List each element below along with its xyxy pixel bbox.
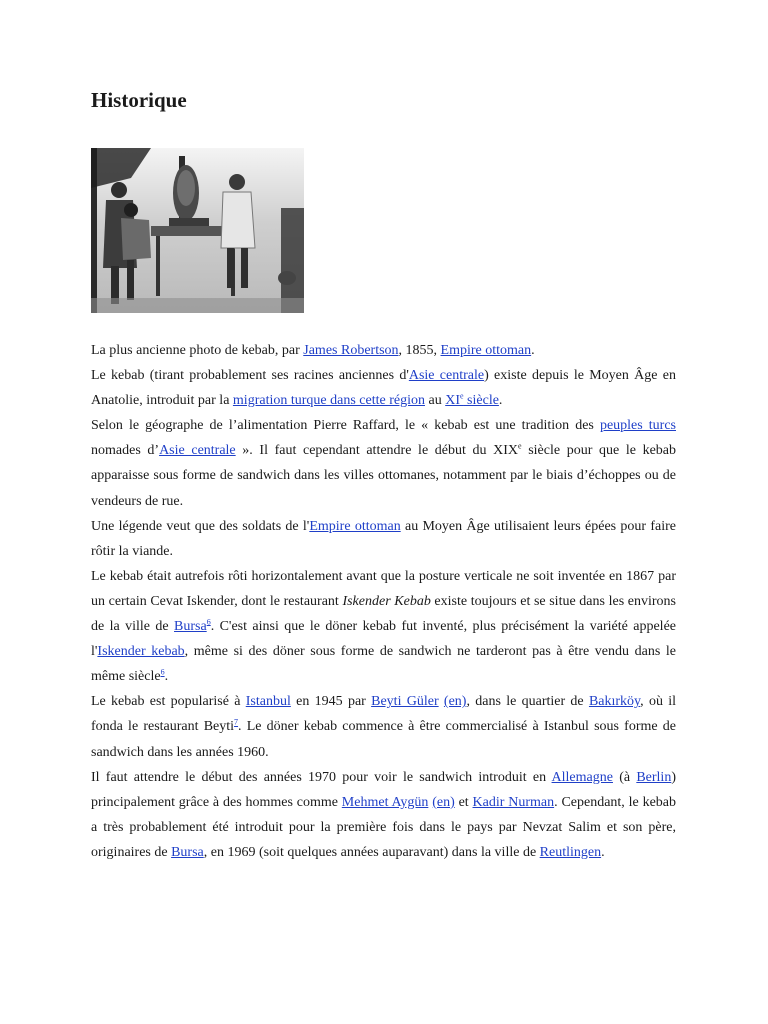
paragraph-text: et: [454, 794, 473, 810]
paragraph-text: . Le döner kebab commence à être commercialisé à Istanbul sous forme de sandwich dans les années 1960.: [91, 719, 676, 760]
paragraph-text: en 1945 par: [290, 694, 372, 710]
link-en[interactable]: (en): [432, 794, 455, 810]
paragraph-3: [91, 514, 676, 564]
link-siecle-word: siècle: [463, 393, 499, 409]
paragraph-text: existe toujours et se situe dans les environs de la ville de: [91, 593, 676, 635]
paragraph-text: , dans le quartier de: [466, 694, 589, 710]
link-bursa[interactable]: Bursa: [174, 619, 207, 635]
link-istanbul[interactable]: Istanbul: [245, 694, 291, 710]
paragraph-text: , où il fonda le restaurant Beyti: [91, 694, 677, 735]
paragraph-text: ) existe depuis le Moyen Âge en Anatolie, introduit par la: [91, 368, 676, 409]
link-kadir-nurman[interactable]: Kadir Nurman: [472, 794, 555, 810]
paragraph-text: Le kebab est popularisé à: [91, 694, 246, 710]
reference-link-6[interactable]: 6: [160, 667, 165, 677]
historic-kebab-photo: [91, 148, 304, 313]
link-mehmet-aygun[interactable]: Mehmet Aygün: [341, 794, 429, 810]
photo-caption: [91, 338, 676, 363]
link-iskender-kebab[interactable]: Iskender kebab: [97, 644, 185, 660]
paragraph-text: , même si des döner sous forme de sandwich ne tarderont pas à être vendu dans le même siècle: [91, 644, 676, 685]
paragraph-2: [91, 413, 676, 513]
paragraph-text: .: [164, 669, 169, 685]
caption-text: , 1855,: [398, 343, 441, 358]
paragraph-text: . Cependant, le kebab a très probablement été introduit pour la première fois dans le pays par Nevzat Salim et son père, originaires de: [91, 794, 677, 860]
paragraph-text: . C'est ainsi que le döner kebab fut inventé, plus précisément la variété appelée l': [91, 619, 676, 660]
paragraph-text: Une légende veut que des soldats de l': [91, 518, 310, 534]
caption-text: La plus ancienne photo de kebab, par: [91, 343, 304, 358]
reference-link-6[interactable]: 6: [206, 617, 211, 627]
paragraph-text: Selon le géographe de l’alimentation Pierre Raffard, le « kebab est une tradition des: [91, 418, 600, 434]
link-empire-ottoman[interactable]: Empire ottoman: [309, 518, 401, 534]
link-siecle-numeral: XI: [445, 393, 460, 409]
link-empire-ottoman[interactable]: Empire ottoman: [440, 343, 532, 358]
superscript-e: e: [518, 441, 522, 451]
paragraph-4: [91, 564, 676, 689]
paragraph-text: au: [424, 393, 446, 409]
paragraph-1: [91, 363, 676, 413]
paragraph-text: (à: [612, 769, 637, 785]
link-migration-turque[interactable]: migration turque dans cette région: [232, 393, 425, 409]
paragraph-6: [91, 765, 676, 865]
link-siecle-sup: e: [459, 391, 464, 401]
paragraph-text: Le kebab était autrefois rôti horizontalement avant que la posture verticale ne soit inventée en 1867 par un certain Cevat Iskender, dont le restaurant: [91, 568, 676, 609]
paragraph-text: Le kebab (tirant probablement ses racines anciennes d': [91, 368, 409, 384]
caption-text: .: [531, 343, 535, 358]
link-asie-centrale[interactable]: Asie centrale: [159, 443, 236, 459]
link-peuples-turcs[interactable]: peuples turcs: [599, 418, 676, 434]
link-beyti-guler[interactable]: Beyti Güler: [371, 694, 439, 710]
link-berlin[interactable]: Berlin: [636, 769, 672, 785]
link-bursa[interactable]: Bursa: [171, 844, 204, 860]
link-james-robertson[interactable]: James Robertson: [303, 343, 399, 358]
paragraph-text: nomades d’: [91, 443, 160, 459]
link-allemagne[interactable]: Allemagne: [551, 769, 613, 785]
paragraph-text: .: [498, 393, 503, 409]
link-xie-siecle[interactable]: [445, 393, 499, 408]
reference-link-7[interactable]: 7: [234, 717, 239, 727]
paragraph-text: Il faut attendre le début des années 1970 pour voir le sandwich introduit en: [91, 769, 552, 785]
paragraph-text: au Moyen Âge utilisaient leurs épées pour faire rôtir la viande.: [91, 518, 676, 559]
link-bakirkoy[interactable]: Bakırköy: [588, 694, 641, 710]
restaurant-name: Iskender Kebab: [342, 593, 431, 609]
link-en[interactable]: (en): [443, 694, 467, 710]
paragraph-text: , en 1969 (soit quelques années auparavant) dans la ville de: [203, 844, 540, 860]
link-reutlingen[interactable]: Reutlingen: [539, 844, 602, 860]
paragraph-text: ) principalement grâce à des hommes comme: [91, 769, 676, 810]
paragraph-text: .: [601, 844, 605, 860]
paragraph-text: siècle pour que le kebab apparaisse sous forme de sandwich dans les villes ottomanes, notamment par le biais d’échoppes ou de vendeurs de rue.: [91, 443, 676, 509]
paragraph-text: ». Il faut cependant attendre le début du XIX: [235, 443, 519, 459]
paragraph-5: [91, 689, 676, 764]
section-heading: Historique: [91, 88, 187, 112]
article-content: [91, 86, 676, 865]
photo-illustration: [91, 148, 304, 313]
link-asie-centrale[interactable]: Asie centrale: [408, 368, 485, 384]
